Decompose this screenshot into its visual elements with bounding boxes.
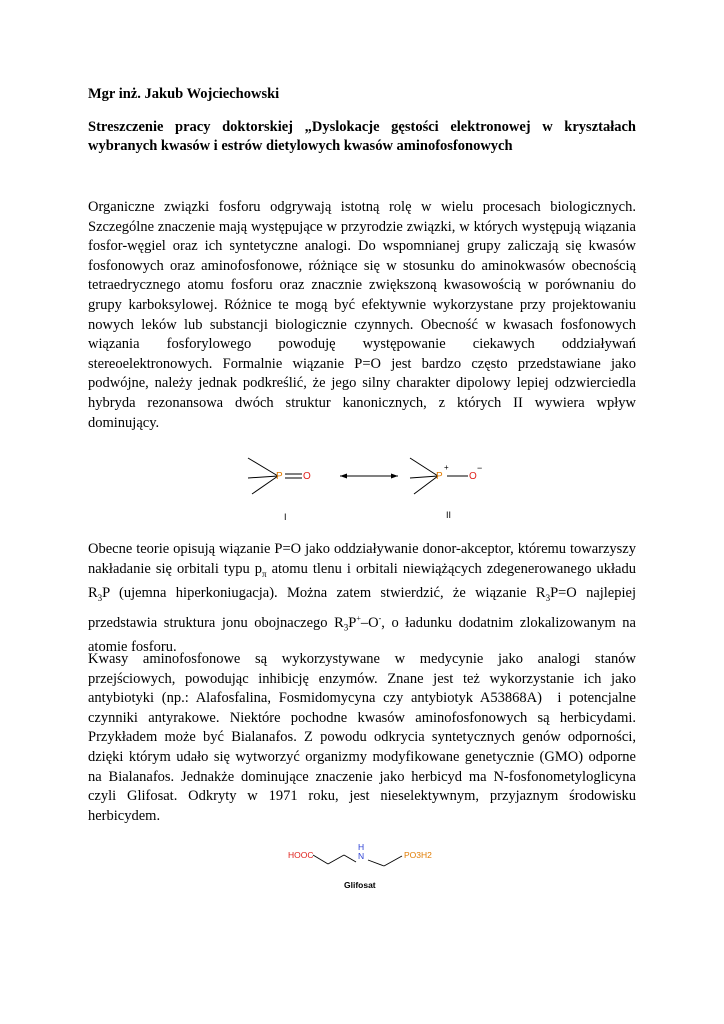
paragraph-donor-acceptor: Obecne teorie opisują wiązanie P=O jako oddziaływanie donor-akceptor, któremu towarzyszy nakładanie się orbitali typu $p_\pi$ atomu tlenu i orbitali niewiążących zdegenerowanego układu $R_3P$ (ujemna hiperkoniugacja). Można zatem stwierdzić, że wiązanie $R_3P=O$ najlepiej przedstawia struktura jonu obojnaczego $R_3P^+-O^-$, o ładunku dodatnim zlokalizowanym na atomie fosforu. <box>88 541 636 655</box>
label-structure-1: I <box>284 512 287 522</box>
atom-o-structure-2: O <box>469 471 477 482</box>
resonance-figure <box>240 448 500 528</box>
thesis-title: Streszczenie pracy doktorskiej „Dyslokacje gęstości elektronowej w kryształach wybranych kwasów i estrów dietylowych kwasów aminofosfonowych <box>88 119 636 154</box>
glyphosate-figure <box>284 838 454 896</box>
atom-p-structure-1: P <box>276 471 283 482</box>
charge-minus: − <box>477 463 483 473</box>
hooc-group: HOOC <box>288 850 314 860</box>
paragraph-intro: Organiczne związki fosforu odgrywają istotną rolę w wielu procesach biologicznych. Szczególne znaczenie mają występujące w przyrodzie związki, w których występują wiązania fosfor-węgiel oraz ich syntetyczne analogi. Do wspomnianej grupy zaliczają się kwasów fosfonowych oraz aminofosfonowe, różniące się w stosunku do aminokwasów obecnością tetraedrycznego atomu fosforu oraz znacznie zwiększoną kwasowością w porównaniu do grupy karboksylowej. Różnice te mogą być efektywnie wykorzystane przy projektowaniu nowych leków lub substancji biologicznie czynnych. Obecność w kwasach fosfonowych wiązania fosforylowego powoduję występowanie ciekawych oddziaływań stereoelektronowych. Formalnie wiązanie P=O jest bardzo często przedstawiane jako podwójne, należy jednak podkreślić, że jego silny charakter dipolowy lepiej odzwierciedla hybryda rezonansowa dwóch struktur kanonicznych, z których II wywiera wpływ dominujący. <box>88 199 636 431</box>
glyphosate-caption: Glifosat <box>344 880 376 890</box>
author-name: Mgr inż. Jakub Wojciechowski <box>88 86 280 102</box>
nitrogen-atom: N <box>358 851 365 861</box>
charge-plus: + <box>444 463 449 472</box>
nitrogen-h: H <box>358 842 365 852</box>
phosphonate-group: PO3H2 <box>404 850 432 860</box>
paragraph-aminophosphonates: Kwasy aminofosfonowe są wykorzystywane w medycynie jako analogi stanów przejściowych, powodując inhibicję enzymów. Znane jest też wykorzystanie ich jako antybiotyki (np.: Alafosfalina, Fosmidomycyna czy antybiotyk A53868A) i potencjalne czynniki antyrakowe. Niektóre pochodne kwasów aminofosfonowych są herbicydami. Przykładem może być Bialanafos. Z powodu odkrycia syntetycznych genów odporności, dzięki którym udało się wytworzyć organizmy modyfikowane genetycznie (GMO) odporne na Bialanafos. Jednakże dominujące znaczenie jako herbicyd ma N-fosfonometyloglicyna czyli Glifosat. Odkryty w 1971 roku, jest nieselektywnym, przyjaznym środowisku herbicydem. <box>88 651 636 824</box>
atom-o-structure-1: O <box>303 471 311 482</box>
atom-p-structure-2: P <box>436 471 443 482</box>
label-structure-2: II <box>446 510 452 520</box>
